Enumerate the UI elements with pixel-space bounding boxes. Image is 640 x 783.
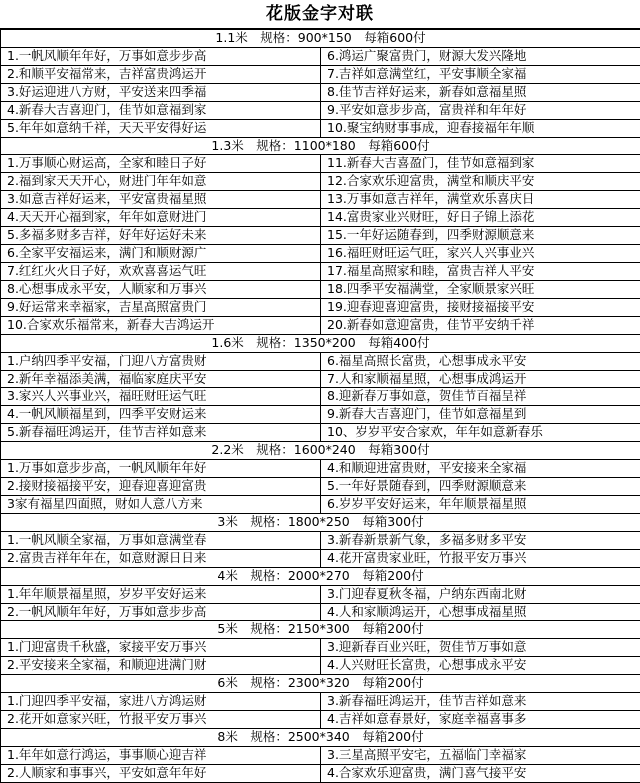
couplet-right: 5.一年好景随春到，四季财源顺意来 xyxy=(321,478,640,496)
table-row xyxy=(1,370,640,388)
table-row xyxy=(1,316,640,334)
table-row xyxy=(1,406,640,424)
couplet-right: 19.迎春迎喜迎富贵，接财接福接平安 xyxy=(321,298,640,316)
table-row xyxy=(1,227,640,245)
table-row xyxy=(1,262,640,280)
couplet-right: 4.人和家顺鸿运开，心想事成福星照 xyxy=(321,603,640,621)
couplet-right: 4.吉祥如意春景好，家庭幸福喜事多 xyxy=(321,711,640,729)
couplet-right: 4.合家欢乐迎富贵，满门喜气接平安 xyxy=(321,764,640,782)
couplet-right: 13.万事如意吉祥年，满堂欢乐喜庆日 xyxy=(321,191,640,209)
couplet-left: 1.万事如意步步高，一帆风顺年年好 xyxy=(1,460,321,478)
couplet-left: 1.万事顺心财运高，全家和睦日子好 xyxy=(1,155,321,173)
table-row xyxy=(1,531,640,549)
couplet-right: 6.鸿运广聚富贵门，财源大发兴隆地 xyxy=(321,47,640,65)
couplet-right: 3.三星高照平安宅，五福临门幸福家 xyxy=(321,746,640,764)
couplet-right: 3.迎新春百业兴旺，贺佳节万事如意 xyxy=(321,639,640,657)
couplet-left: 7.红红火火日子好，欢欢喜喜运气旺 xyxy=(1,262,321,280)
couplet-right: 6.岁岁平安好运来，年年顺景福星照 xyxy=(321,495,640,513)
section-header: 4米 规格：2000*270 每箱200付 xyxy=(1,567,640,585)
couplet-left: 8.心想事成永平安，人顺家和万事兴 xyxy=(1,280,321,298)
couplet-right: 7.人和家顺福星照，心想事成鸿运开 xyxy=(321,370,640,388)
couplet-left: 5.多福多财多吉祥，好年好运好未来 xyxy=(1,227,321,245)
table-row xyxy=(1,101,640,119)
table-row xyxy=(1,209,640,227)
table-row xyxy=(1,711,640,729)
couplet-left: 1.一帆风顺全家福，万事如意满堂春 xyxy=(1,531,321,549)
section-header-row xyxy=(1,30,640,48)
page-title: 花版金字对联 xyxy=(0,0,640,29)
couplet-right: 8.迎新春万事如意，贺佳节百福呈祥 xyxy=(321,388,640,406)
couplet-right: 4.人兴财旺长富贵，心想事成永平安 xyxy=(321,657,640,675)
table-row xyxy=(1,173,640,191)
couplet-right: 11.新春大吉喜盈门，佳节如意福到家 xyxy=(321,155,640,173)
couplet-right: 3.新春福旺鸿运开，佳节吉祥如意来 xyxy=(321,693,640,711)
table-row xyxy=(1,585,640,603)
couplet-left: 1.年年顺景福星照，岁岁平安好运来 xyxy=(1,585,321,603)
couplet-table xyxy=(0,29,640,783)
couplet-left: 3家有福星四面照，财如人意八方来 xyxy=(1,495,321,513)
table-row xyxy=(1,388,640,406)
section-header-row xyxy=(1,137,640,155)
couplet-left: 2.平安接来全家福，和顺迎进满门财 xyxy=(1,657,321,675)
couplet-left: 2.花开如意家兴旺，竹报平安万事兴 xyxy=(1,711,321,729)
table-row xyxy=(1,639,640,657)
couplet-left: 1.年年如意行鸿运，事事顺心迎吉祥 xyxy=(1,746,321,764)
couplet-right: 3.新春新景新气象，多福多财多平安 xyxy=(321,531,640,549)
section-header-row xyxy=(1,513,640,531)
couplet-right: 4.花开富贵家业旺，竹报平安万事兴 xyxy=(321,549,640,567)
couplet-left: 2.福到家天天开心，财进门年年如意 xyxy=(1,173,321,191)
couplet-right: 7.吉祥如意满堂红，平安事顺全家福 xyxy=(321,65,640,83)
couplet-right: 15.一年好运随春到，四季财源顺意来 xyxy=(321,227,640,245)
couplet-left: 5.年年如意纳千祥，天天平安得好运 xyxy=(1,119,321,137)
couplet-right: 10、岁岁平安合家欢，年年如意新春乐 xyxy=(321,424,640,442)
couplet-left: 10.合家欢乐福常来，新春大吉鸿运开 xyxy=(1,316,321,334)
table-row xyxy=(1,657,640,675)
couplet-right: 9.平安如意步步高，富贵祥和年年好 xyxy=(321,101,640,119)
section-header-row xyxy=(1,728,640,746)
couplet-left: 1.一帆风顺年年好，万事如意步步高 xyxy=(1,47,321,65)
section-header: 3米 规格：1800*250 每箱300付 xyxy=(1,513,640,531)
couplet-left: 4.新春大吉喜迎门，佳节如意福到家 xyxy=(1,101,321,119)
table-row xyxy=(1,352,640,370)
couplet-right: 8.佳节吉祥好运来，新春如意福星照 xyxy=(321,83,640,101)
couplet-right: 9.新春大吉喜迎门，佳节如意福星到 xyxy=(321,406,640,424)
table-row xyxy=(1,478,640,496)
table-row xyxy=(1,245,640,263)
couplet-right: 17.福星高照家和睦，富贵吉祥人平安 xyxy=(321,262,640,280)
table-row xyxy=(1,746,640,764)
table-row xyxy=(1,460,640,478)
couplet-left: 2.接财接福接平安，迎春迎喜迎富贵 xyxy=(1,478,321,496)
couplet-right: 6.福星高照长富贵，心想事成永平安 xyxy=(321,352,640,370)
section-header-row xyxy=(1,567,640,585)
couplet-right: 16.福旺财旺运气旺，家兴人兴事业兴 xyxy=(321,245,640,263)
couplet-left: 6.全家平安福运来，满门和顺财源广 xyxy=(1,245,321,263)
couplet-left: 5.新春福旺鸿运开，佳节吉祥如意来 xyxy=(1,424,321,442)
section-header-row xyxy=(1,442,640,460)
table-row xyxy=(1,693,640,711)
couplet-left: 1.户纳四季平安福，门迎八方富贵财 xyxy=(1,352,321,370)
table-row xyxy=(1,495,640,513)
section-header: 5米 规格：2150*300 每箱200付 xyxy=(1,621,640,639)
couplet-left: 2.富贵吉祥年年在，如意财源日日来 xyxy=(1,549,321,567)
table-row xyxy=(1,47,640,65)
couplet-left: 2.新年幸福添美满，福临家庭庆平安 xyxy=(1,370,321,388)
section-header: 1.3米 规格：1100*180 每箱600付 xyxy=(1,137,640,155)
table-row xyxy=(1,83,640,101)
section-header: 1.1米 规格：900*150 每箱600付 xyxy=(1,30,640,48)
section-header-row xyxy=(1,334,640,352)
couplet-left: 3.好运迎进八方财，平安送来四季福 xyxy=(1,83,321,101)
couplet-right: 3.门迎春夏秋冬福，户纳东西南北财 xyxy=(321,585,640,603)
couplet-left: 2.人顺家和事事兴，平安如意年年好 xyxy=(1,764,321,782)
couplet-right: 4.和顺迎进富贵财，平安接来全家福 xyxy=(321,460,640,478)
couplet-left: 4.天天开心福到家，年年如意财进门 xyxy=(1,209,321,227)
couplet-left: 1.门迎富贵千秋盛，家接平安万事兴 xyxy=(1,639,321,657)
couplet-left: 9.好运常来幸福家，吉星高照富贵门 xyxy=(1,298,321,316)
table-row xyxy=(1,119,640,137)
couplet-right: 20.新春如意迎富贵，佳节平安纳千祥 xyxy=(321,316,640,334)
couplet-right: 12.合家欢乐迎富贵，满堂和顺庆平安 xyxy=(321,173,640,191)
table-row xyxy=(1,603,640,621)
table-row xyxy=(1,280,640,298)
table-row xyxy=(1,191,640,209)
table-row xyxy=(1,549,640,567)
section-header-row xyxy=(1,675,640,693)
couplet-right: 18.四季平安福满堂，全家顺景家兴旺 xyxy=(321,280,640,298)
section-header: 1.6米 规格：1350*200 每箱400付 xyxy=(1,334,640,352)
table-row xyxy=(1,155,640,173)
section-header-row xyxy=(1,621,640,639)
table-row xyxy=(1,298,640,316)
couplet-right: 10.聚宝纳财事事成，迎春接福年年顺 xyxy=(321,119,640,137)
table-row xyxy=(1,764,640,782)
couplet-left: 2.一帆风顺年年好，万事如意步步高 xyxy=(1,603,321,621)
couplet-left: 3.家兴人兴事业兴，福旺财旺运气旺 xyxy=(1,388,321,406)
couplet-right: 14.富贵家业兴财旺，好日子锦上添花 xyxy=(321,209,640,227)
section-header: 8米 规格：2500*340 每箱200付 xyxy=(1,728,640,746)
section-header: 2.2米 规格：1600*240 每箱300付 xyxy=(1,442,640,460)
couplet-left: 3.如意吉祥好运来，平安富贵福星照 xyxy=(1,191,321,209)
section-header: 6米 规格：2300*320 每箱200付 xyxy=(1,675,640,693)
couplet-left: 4.一帆风顺福星到，四季平安财运来 xyxy=(1,406,321,424)
couplet-left: 1.门迎四季平安福，家进八方鸿运财 xyxy=(1,693,321,711)
table-row xyxy=(1,424,640,442)
couplet-left: 2.和顺平安福常来，吉祥富贵鸿运开 xyxy=(1,65,321,83)
table-row xyxy=(1,65,640,83)
